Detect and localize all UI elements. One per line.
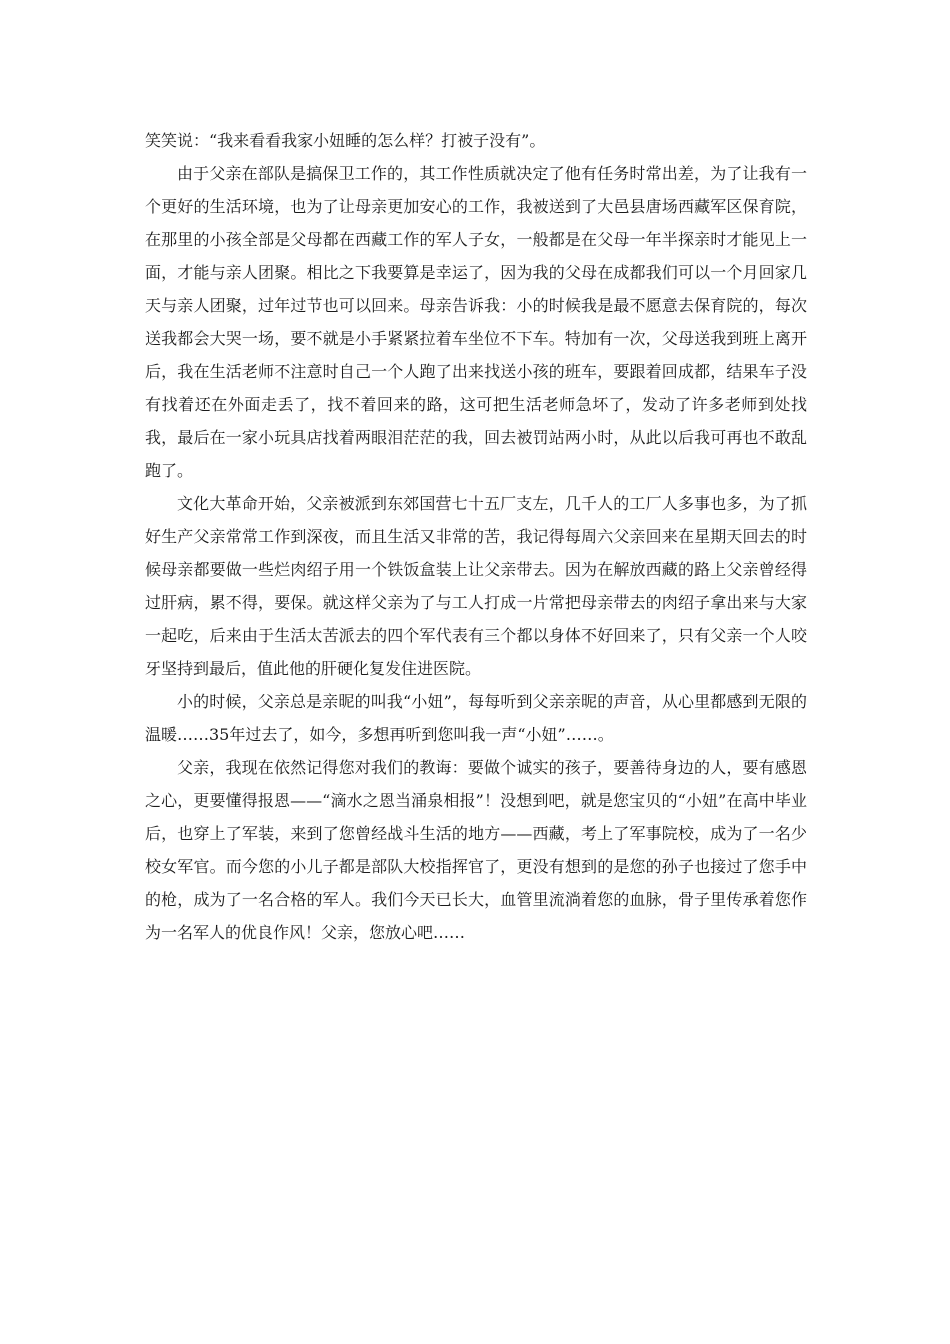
- paragraph-4: 小的时候，父亲总是亲昵的叫我“小妞”，每每听到父亲亲昵的声音，从心里都感到无限的温暖……35年过去了，如今，多想再听到您叫我一声“小妞”……。: [145, 692, 807, 744]
- paragraph-2: 由于父亲在部队是搞保卫工作的，其工作性质就决定了他有任务时常出差，为了让我有一个更好的生活环境，也为了让母亲更加安心的工作，我被送到了大邑县唐场西藏军区保育院，在那里的小孩全部是父母都在西藏工作的军人子女，一般都是在父母一年半探亲时才能见上一面，才能与亲人团聚。相比之下我要算是幸运了，因为我的父母在成都我们可以一个月回家几天与亲人团聚，过年过节也可以回来。母亲告诉我：小的时候我是最不愿意去保育院的，每次送我都会大哭一场，要不就是小手紧紧拉着车坐位不下车。特加有一次，父母送我到班上离开后，我在生活老师不注意时自己一个人跑了出来找送小孩的班车，要跟着回成都，结果车子没有找着还在外面走丢了，找不着回来的路，这可把生活老师急坏了，发动了许多老师到处找我，最后在一家小玩具店找着两眼泪茫茫的我，回去被罚站两小时，从此以后我可再也不敢乱跑了。: [145, 164, 807, 480]
- paragraph-3: 文化大革命开始，父亲被派到东郊国营七十五厂支左，几千人的工厂人多事也多，为了抓好生产父亲常常工作到深夜，而且生活又非常的苦，我记得每周六父亲回来在星期天回去的时候母亲都要做一些烂肉绍子用一个铁饭盒装上让父亲带去。因为在解放西藏的路上父亲曾经得过肝病，累不得，要保。就这样父亲为了与工人打成一片常把母亲带去的肉绍子拿出来与大家一起吃，后来由于生活太苦派去的四个军代表有三个都以身体不好回来了，只有父亲一个人咬牙坚持到最后，值此他的肝硬化复发住进医院。: [145, 494, 807, 678]
- paragraph-5: 父亲，我现在依然记得您对我们的教诲：要做个诚实的孩子，要善待身边的人，要有感恩之心，更要懂得报恩——“滴水之恩当涌泉相报”！没想到吧，就是您宝贝的“小妞”在高中毕业后，也穿上了军装，来到了您曾经战斗生活的地方——西藏，考上了军事院校，成为了一名少校女军官。而今您的小儿子都是部队大校指挥官了，更没有想到的是您的孙子也接过了您手中的枪，成为了一名合格的军人。我们今天已长大，血管里流淌着您的血脉，骨子里传承着您作为一名军人的优良作风！父亲，您放心吧……: [145, 758, 807, 942]
- paragraph-1: 笑笑说：“我来看看我家小妞睡的怎么样？打被子没有”。: [145, 131, 546, 150]
- body-text: [145, 124, 807, 949]
